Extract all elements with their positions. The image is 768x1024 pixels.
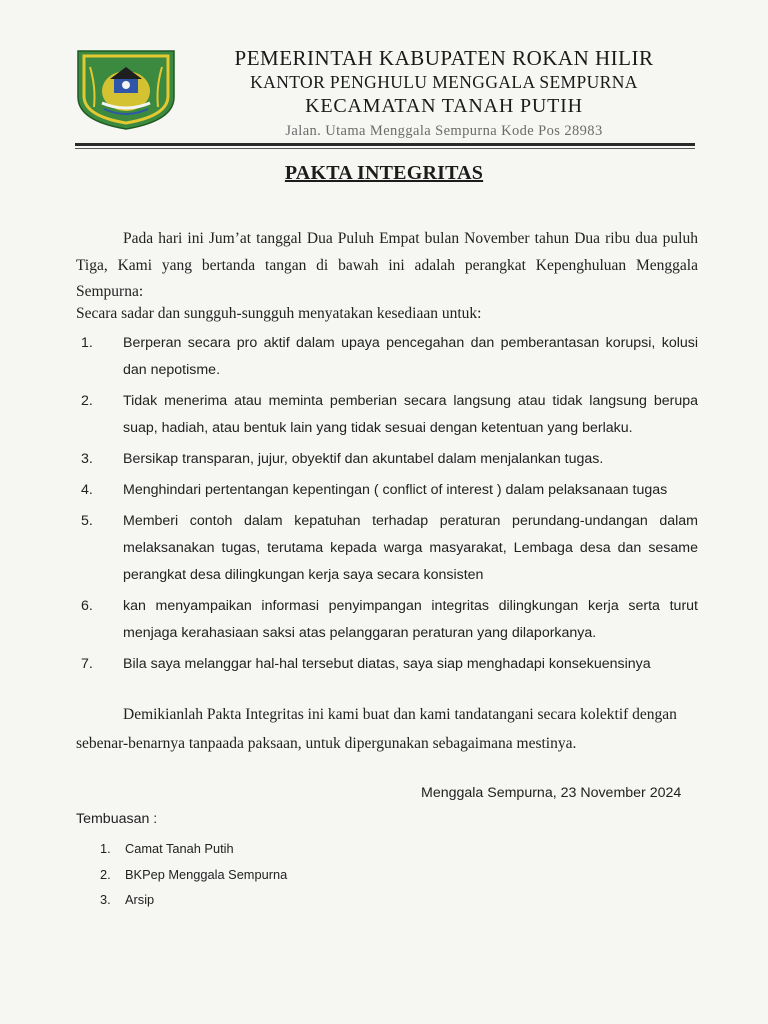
item-text: Arsip [125, 892, 155, 907]
item-number: 3. [81, 451, 93, 467]
list-item [76, 330, 698, 384]
carbon-copy-label: Tembuasan : [76, 811, 158, 827]
item-number: 2. [81, 393, 93, 409]
closing-paragraph: Demikianlah Pakta Integritas ini kami buat dan kami tandatangani secara kolektif dengan sebenar-benarnya tanpaada paksaan, untuk dipergunakan sebagaimana mestinya. [76, 706, 677, 752]
letterhead-address: Jalan. Utama Menggala Sempurna Kode Pos 28983 [285, 123, 603, 139]
document-title: PAKTA INTEGRITAS [284, 162, 484, 184]
place-date: Menggala Sempurna, 23 November 2024 [421, 785, 682, 801]
letterhead-rule-thin [75, 148, 695, 149]
letterhead-office: KANTOR PENGHULU MENGGALA SEMPURNA [250, 72, 638, 92]
letterhead-district: KECAMATAN TANAH PUTIH [305, 95, 583, 117]
list-item [76, 508, 698, 589]
item-number: 4. [81, 482, 93, 498]
item-number: 6. [81, 598, 93, 614]
list-item [76, 651, 698, 678]
regency-emblem-logo [74, 47, 178, 131]
declaration-line: Secara sadar dan sungguh-sungguh menyatakan kesediaan untuk: [76, 305, 482, 322]
item-text: Memberi contoh dalam kepatuhan terhadap peraturan perundang-undangan dalam melaksanakan tugas, terutama kepada warga masyarakat, Lembaga desa dan sesame perangkat desa dilingkungan kerja saya secara konsisten [123, 513, 698, 583]
letterhead-government: PEMERINTAH KABUPATEN ROKAN HILIR [234, 46, 654, 70]
list-item [100, 887, 287, 913]
letterhead-rule-thick [75, 143, 695, 146]
list-item [76, 477, 698, 504]
item-text: Bila saya melanggar hal-hal tersebut diatas, saya siap menghadapi konsekuensinya [123, 656, 651, 672]
letterhead-block [188, 44, 700, 142]
list-item [76, 593, 698, 647]
item-number: 1. [100, 841, 111, 856]
item-text: BKPep Menggala Sempurna [125, 866, 288, 882]
item-number: 7. [81, 656, 93, 672]
list-item [76, 388, 698, 442]
item-number: 2. [100, 866, 111, 882]
item-text: Berperan secara pro aktif dalam upaya pencegahan dan pemberantasan korupsi, kolusi dan nepotisme. [123, 335, 698, 378]
commitment-list [76, 330, 698, 678]
item-text: Menghindari pertentangan kepentingan ( conflict of interest ) dalam pelaksanaan tugas [123, 482, 668, 498]
item-text: Bersikap transparan, jujur, obyektif dan akuntabel dalam menjalankan tugas. [123, 451, 604, 467]
item-text: Camat Tanah Putih [125, 841, 234, 856]
list-item [100, 836, 287, 862]
opening-paragraph: Pada hari ini Jum’at tanggal Dua Puluh Empat bulan November tahun Dua ribu dua puluh Tiga, Kami yang bertanda tangan di bawah ini adalah perangkat Kepenghuluan Menggala Sempurna: [76, 230, 698, 300]
list-item [76, 446, 698, 473]
item-text: kan menyampaikan informasi penyimpangan integritas dilingkungan kerja serta turut menjaga kerahasiaan saksi atas pelanggaran peraturan yang dilaporkanya. [123, 598, 698, 641]
carbon-copy-list [100, 836, 287, 913]
item-number: 3. [100, 892, 111, 907]
item-number: 5. [81, 513, 93, 529]
item-text: Tidak menerima atau meminta pemberian secara langsung atau tidak langsung berupa suap, hadiah, atau bentuk lain yang tidak sesuai dengan ketentuan yang berlaku. [123, 393, 698, 436]
list-item [100, 862, 287, 888]
item-number: 1. [81, 335, 93, 351]
